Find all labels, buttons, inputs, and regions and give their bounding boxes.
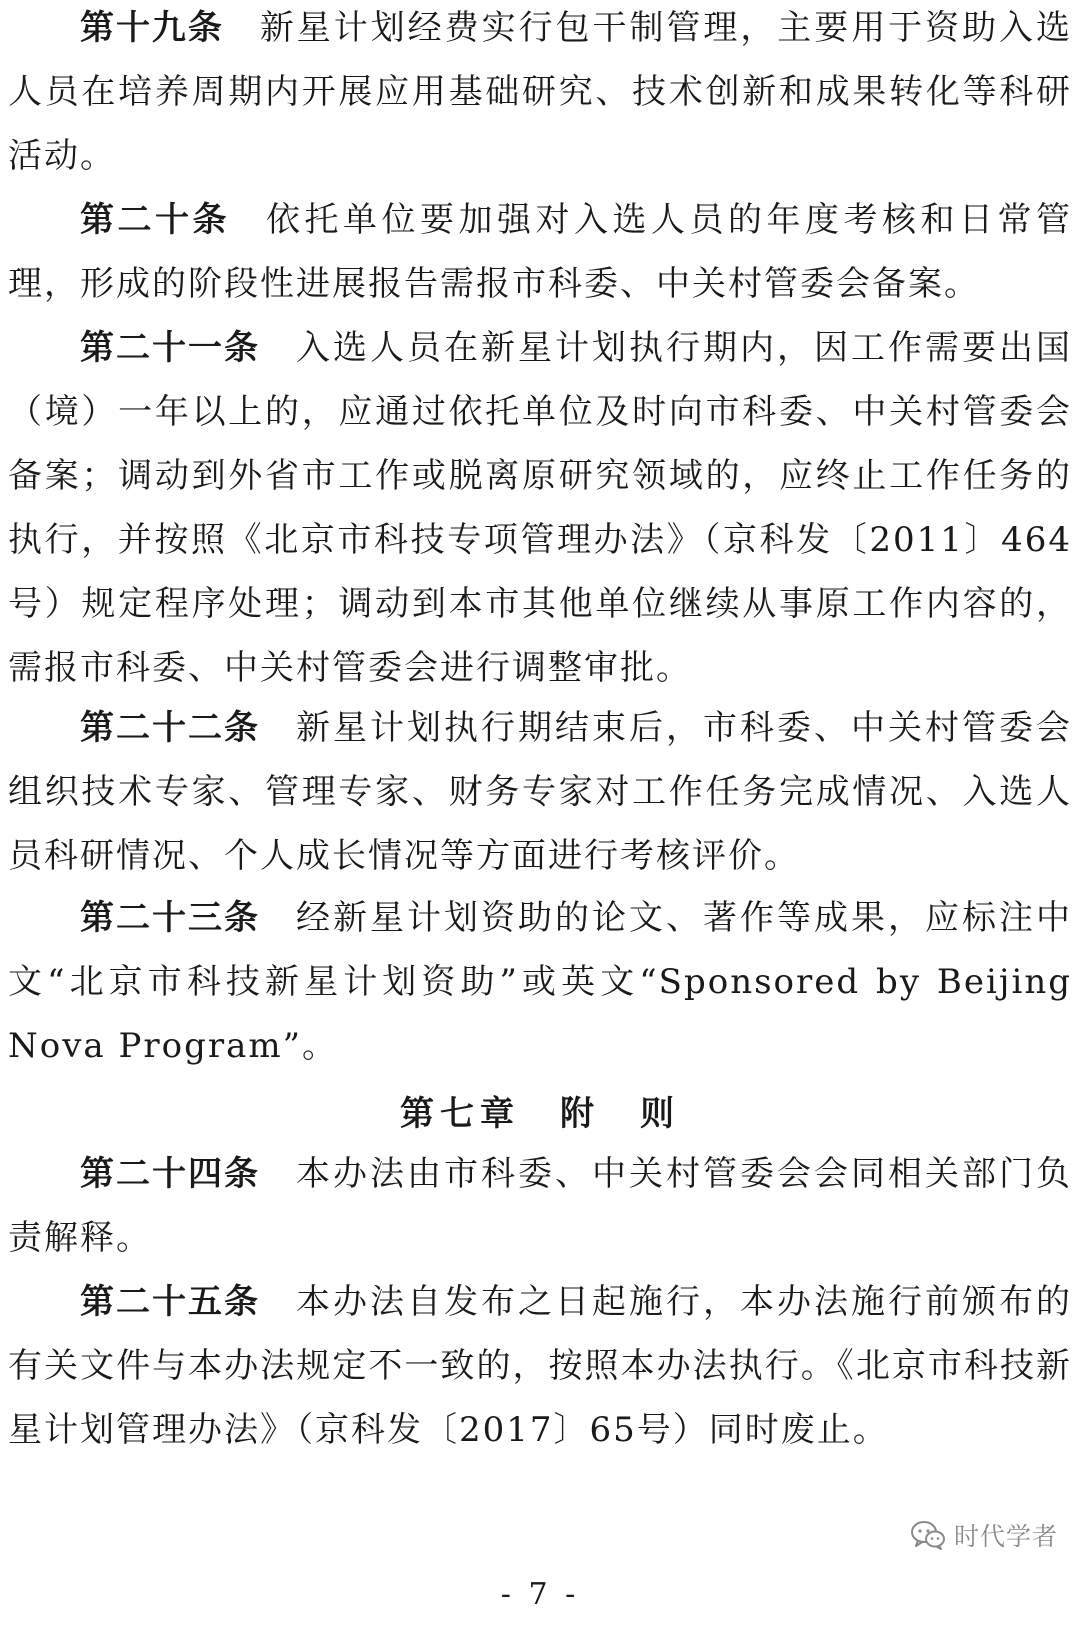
article-label: 第十九条 xyxy=(80,8,224,48)
article-label: 第二十四条 xyxy=(80,1154,260,1194)
article-19 xyxy=(8,0,1072,188)
article-text: 新星计划经费实行包干制管理，主要用于资助入选人员在培养周期内开展应用基础研究、技术创新和成果转化等科研活动。 xyxy=(8,8,1073,176)
article-text: 新星计划执行期结束后，市科委、中关村管委会组织技术专家、管理专家、财务专家对工作任务完成情况、入选人员科研情况、个人成长情况等方面进行考核评价。 xyxy=(8,708,1072,876)
article-text: 本办法由市科委、中关村管委会会同相关部门负责解释。 xyxy=(8,1154,1072,1258)
article-24 xyxy=(8,1142,1072,1270)
wechat-icon xyxy=(910,1520,946,1550)
page-number: - 7 - xyxy=(500,1577,580,1612)
article-text: 入选人员在新星计划执行期内，因工作需要出国（境）一年以上的，应通过依托单位及时向市科委、中关村管委会备案；调动到外省市工作或脱离原研究领域的，应终止工作任务的执行，并按照《北京市科技专项管理办法》（京科发〔2011〕464号）规定程序处理；调动到本市其他单位继续从事原工作内容的，需报市科委、中关村管委会进行调整审批。 xyxy=(8,328,1072,688)
article-23 xyxy=(8,886,1072,1078)
article-label: 第二十条 xyxy=(80,200,230,240)
article-20 xyxy=(8,188,1072,316)
article-25 xyxy=(8,1270,1072,1462)
article-label: 第二十五条 xyxy=(80,1282,260,1322)
watermark-text: 时代学者 xyxy=(953,1522,1058,1551)
article-label: 第二十一条 xyxy=(80,328,260,368)
article-label: 第二十二条 xyxy=(80,708,260,748)
article-text: 经新星计划资助的论文、著作等成果，应标注中文“北京市科技新星计划资助”或英文“Sponsored by Beijing Nova Program”。 xyxy=(8,898,1072,1066)
article-21 xyxy=(8,316,1072,700)
article-text: 依托单位要加强对入选人员的年度考核和日常管理，形成的阶段性进展报告需报市科委、中关村管委会备案。 xyxy=(8,200,1072,304)
chapter-heading: 第七章 附 则 xyxy=(400,1094,680,1134)
article-22 xyxy=(8,696,1072,888)
article-label: 第二十三条 xyxy=(80,898,260,938)
article-text: 本办法自发布之日起施行，本办法施行前颁布的有关文件与本办法规定不一致的，按照本办法执行。《北京市科技新星计划管理办法》（京科发〔2017〕65号）同时废止。 xyxy=(8,1282,1072,1450)
watermark xyxy=(910,1515,1058,1555)
